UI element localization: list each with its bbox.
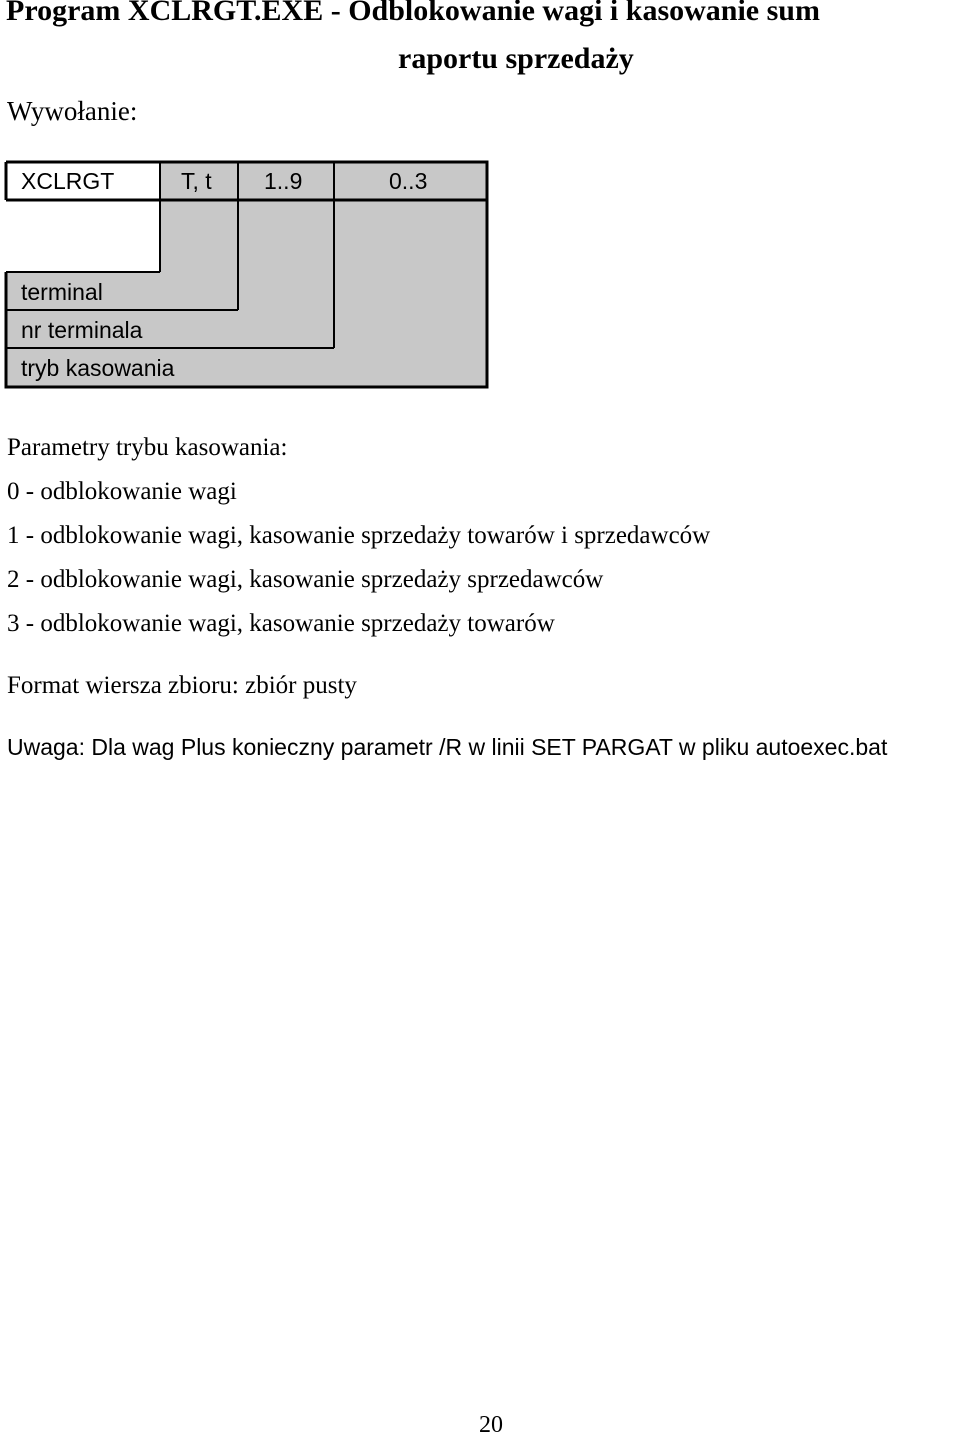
parameter-item: 3 - odblokowanie wagi, kasowanie sprzedaży towarów [7,610,555,637]
document-title-line-2: raportu sprzedaży [398,42,634,75]
description-steps [6,200,160,272]
syntax-diagram [0,0,960,400]
invocation-label: Wywołanie: [7,96,138,126]
note-line: Uwaga: Dla wag Plus konieczny parametr /R w linii SET PARGAT w pliku autoexec.bat [7,734,888,760]
command-name: XCLRGT [21,168,115,194]
parameter-item: 2 - odblokowanie wagi, kasowanie sprzedaży sprzedawców [7,566,604,593]
description-clear-mode: tryb kasowania [21,355,175,381]
description-terminal: terminal [21,279,103,305]
argument-clear-mode: 0..3 [389,168,428,194]
argument-terminal-number: 1..9 [264,168,303,194]
document-title-line-1: Program XCLRGT.EXE - Odblokowanie wagi i kasowanie sum [6,0,820,27]
page-number: 20 [479,1412,503,1438]
file-format-line: Format wiersza zbioru: zbiór pusty [7,672,357,699]
syntax-diagram-shapes [0,0,960,400]
argument-terminal: T, t [181,168,212,194]
description-terminal-number: nr terminala [21,317,143,343]
parameter-item: 0 - odblokowanie wagi [7,478,237,505]
parameters-heading: Parametry trybu kasowania: [7,434,288,461]
parameter-item: 1 - odblokowanie wagi, kasowanie sprzedaży towarów i sprzedawców [7,522,711,549]
